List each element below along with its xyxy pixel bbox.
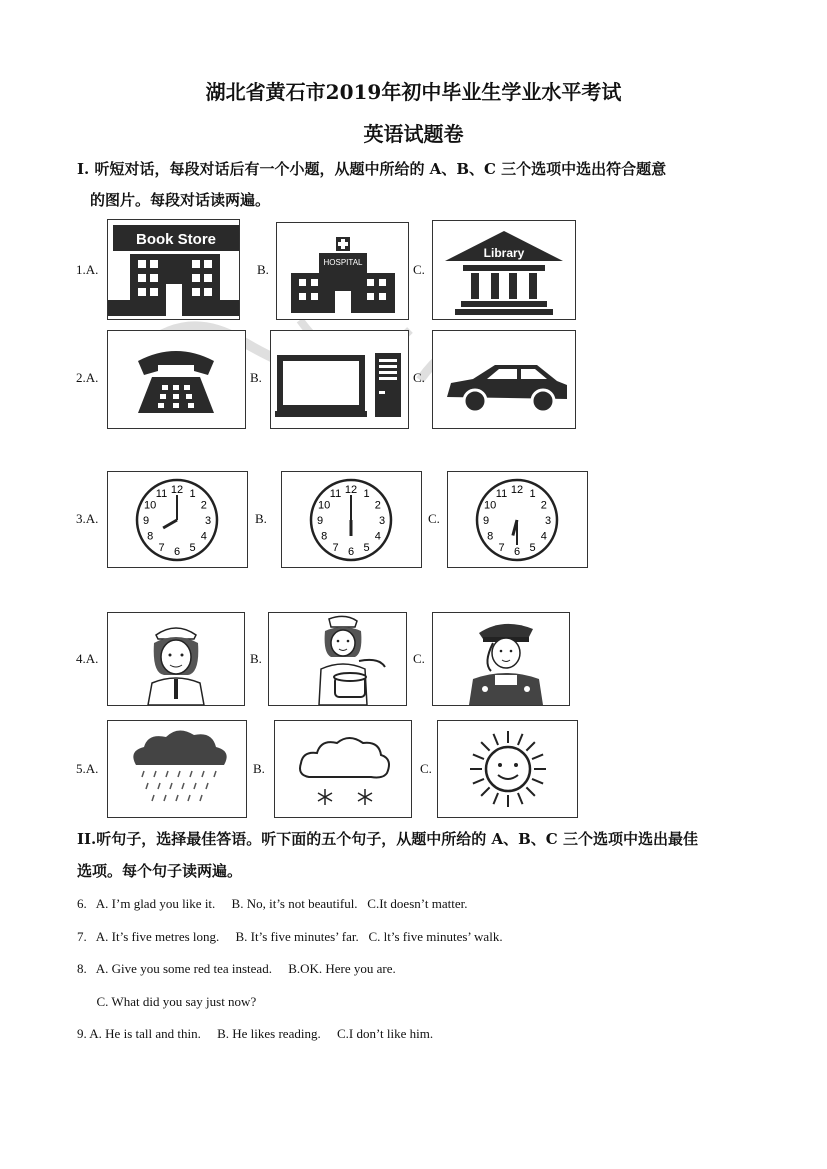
clock-number: 10 (484, 499, 497, 512)
clock-number: 5 (189, 541, 196, 554)
clock-number: 1 (189, 488, 196, 501)
clock-number: 8 (487, 530, 494, 543)
clock-number: 4 (374, 530, 381, 543)
row1-label-c: C. (413, 262, 425, 277)
row4-label-b: B. (250, 651, 262, 666)
clock-number: 3 (204, 515, 212, 527)
row2-label-a: 2.A. (76, 370, 99, 385)
clock-number: 4 (540, 530, 547, 543)
row1-label-a: 1.A. (76, 262, 99, 277)
question-9: 9. A. He is tall and thin. B. He likes reading. C.I don’t like him. (77, 1026, 434, 1041)
clock-number: 10 (144, 499, 157, 512)
clock-number: 3 (544, 515, 552, 527)
row5-label-b: B. (253, 761, 265, 776)
nurse-image (107, 612, 245, 706)
rain-image (107, 720, 247, 818)
clock-number: 4 (200, 530, 207, 543)
clock-number: 9 (316, 515, 324, 527)
page-subtitle: 英语试题卷 (363, 122, 464, 146)
snow-image (274, 720, 412, 818)
clock-number: 7 (332, 541, 339, 554)
clock-number: 6 (513, 546, 521, 558)
row3-label-c: C. (428, 511, 440, 526)
part1-heading-line2: 的图片。每段对话读两遍。 (90, 191, 271, 209)
part2-heading-line1: II.听句子，选择最佳答语。听下面的五个句子，从题中所给的 A、B、C 三个选项中选出最佳 (77, 830, 698, 848)
clock-number: 12 (344, 484, 358, 496)
telephone-image (107, 330, 246, 429)
hospital-sign: HOSPITAL (323, 258, 363, 267)
clock-number: 11 (329, 488, 342, 501)
page-title: 湖北省黄石市2019年初中毕业生学业水平考试 (205, 80, 622, 104)
question-8: 8. A. Give you some red tea instead. B.OK. Here you are. (77, 961, 396, 976)
bookstore-image (107, 219, 240, 320)
clock-number: 5 (363, 541, 370, 554)
clock-number: 2 (200, 499, 207, 512)
clock-a-image (107, 471, 248, 568)
sun-image (437, 720, 578, 818)
clock-number: 7 (158, 541, 165, 554)
clock-number: 12 (510, 484, 524, 496)
clock-number: 7 (498, 541, 505, 554)
row3-label-a: 3.A. (76, 511, 99, 526)
clock-number: 10 (318, 499, 331, 512)
police-image (432, 612, 570, 706)
clock-number: 8 (321, 530, 328, 543)
row2-label-b: B. (250, 370, 262, 385)
cook-image (268, 612, 407, 706)
clock-c-image (447, 471, 588, 568)
hospital-image (276, 222, 409, 320)
clock-number: 6 (173, 546, 181, 558)
clock-b-image (281, 471, 422, 568)
question-8-option-c: C. What did you say just now? (77, 994, 257, 1009)
row3-label-b: B. (255, 511, 267, 526)
clock-number: 9 (142, 515, 150, 527)
library-image (432, 220, 576, 320)
row5-label-c: C. (420, 761, 432, 776)
bookstore-sign: Book Store (135, 231, 217, 248)
row4-label-c: C. (413, 651, 425, 666)
clock-number: 11 (155, 488, 168, 501)
row5-label-a: 5.A. (76, 761, 99, 776)
clock-number: 6 (347, 546, 355, 558)
clock-number: 1 (363, 488, 370, 501)
library-sign: Library (483, 246, 525, 260)
clock-number: 2 (540, 499, 547, 512)
clock-number: 9 (482, 515, 490, 527)
clock-number: 5 (529, 541, 536, 554)
row2-label-c: C. (413, 370, 425, 385)
computer-image (270, 330, 409, 429)
part2-heading-line2: 选项。每个句子读两遍。 (77, 862, 243, 880)
car-image (432, 330, 576, 429)
clock-number: 11 (495, 488, 508, 501)
row1-label-b: B. (257, 262, 269, 277)
row4-label-a: 4.A. (76, 651, 99, 666)
part1-heading-line1: I. 听短对话，每段对话后有一个小题，从题中所给的 A、B、C 三个选项中选出符合题意 (77, 160, 667, 178)
clock-number: 3 (378, 515, 386, 527)
clock-number: 1 (529, 488, 536, 501)
question-6: 6. A. I’m glad you like it. B. No, it’s not beautiful. C.It doesn’t matter. (77, 896, 468, 911)
clock-number: 2 (374, 499, 381, 512)
clock-number: 8 (147, 530, 154, 543)
question-7: 7. A. It’s five metres long. B. It’s five minutes’ far. C. lt’s five minutes’ walk. (77, 929, 503, 944)
clock-number: 12 (170, 484, 184, 496)
